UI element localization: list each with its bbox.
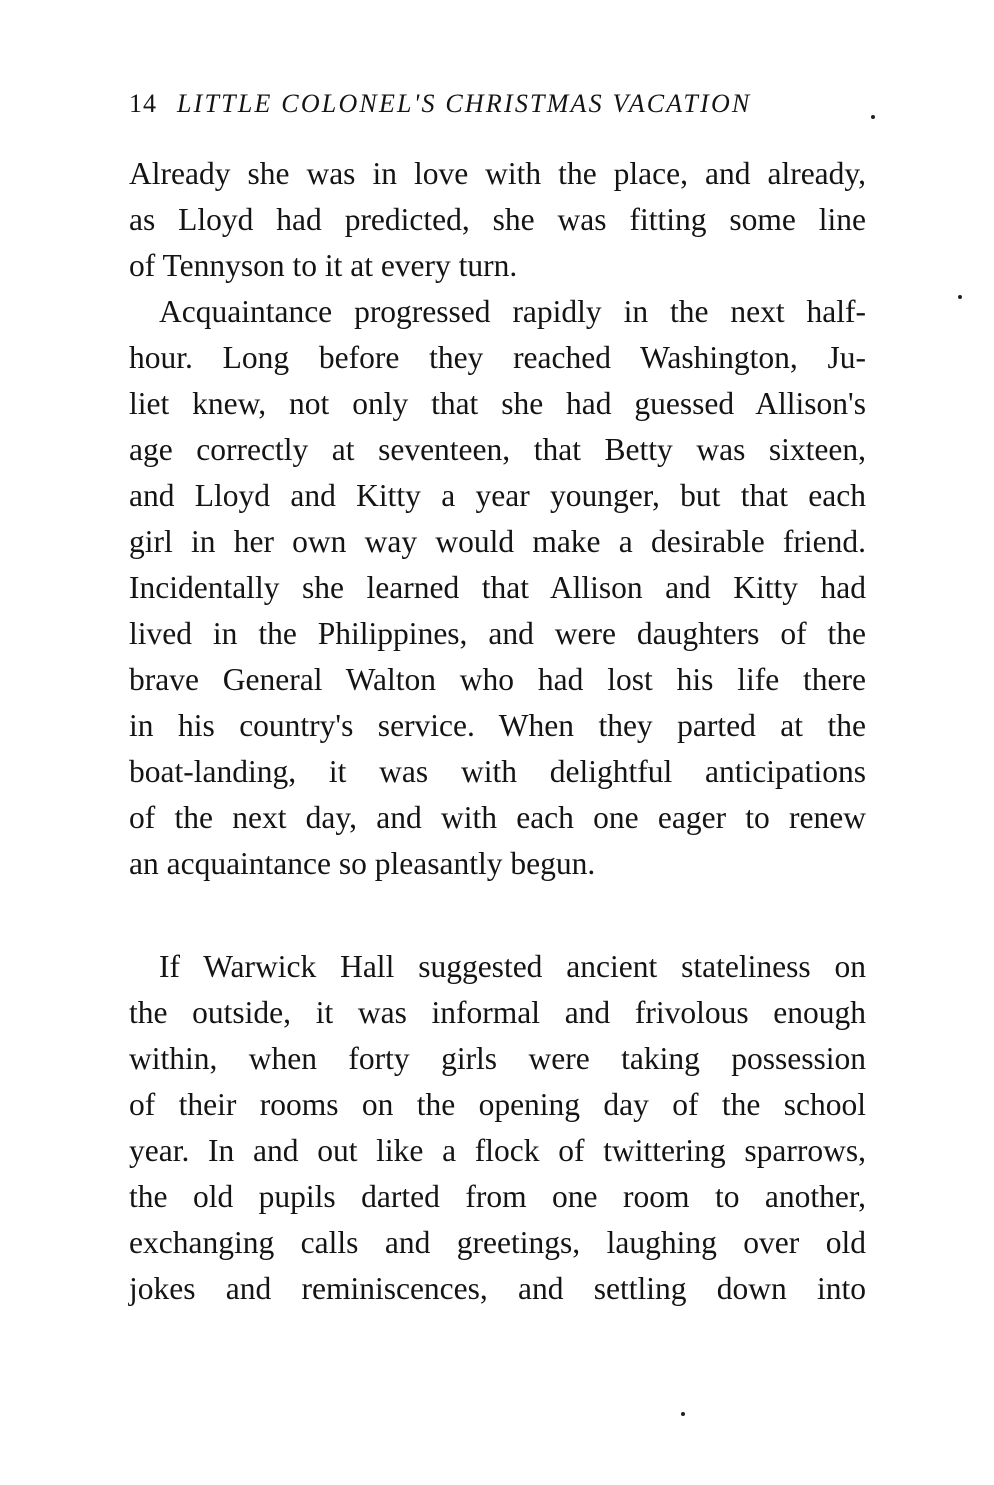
running-head (129, 86, 869, 122)
text-line: boat-landing, it was with delightful anticipations (129, 754, 866, 789)
text-line: If Warwick Hall suggested ancient stateliness on (159, 949, 866, 984)
text-line: and Lloyd and Kitty a year younger, but that each (129, 478, 866, 513)
scan-speck (871, 115, 875, 119)
text-line: Acquaintance progressed rapidly in the next half- (159, 294, 866, 329)
text-line: the old pupils darted from one room to another, (129, 1179, 866, 1214)
text-line: year. In and out like a flock of twittering sparrows, (129, 1133, 866, 1168)
text-line: an acquaintance so pleasantly begun. (129, 846, 596, 881)
text-line: hour. Long before they reached Washington, Ju- (129, 340, 866, 375)
text-line: brave General Walton who had lost his life there (129, 662, 866, 697)
section-2-text (129, 944, 866, 1312)
book-title: LITTLE COLONEL'S CHRISTMAS VACATION (177, 89, 752, 118)
text-line: lived in the Philippines, and were daughters of the (129, 616, 866, 651)
text-line: jokes and reminiscences, and settling down into (129, 1271, 866, 1306)
section-1-text (129, 151, 866, 887)
text-line: as Lloyd had predicted, she was fitting some line (129, 202, 866, 237)
text-line: Already she was in love with the place, and already, (129, 156, 866, 191)
text-line: of Tennyson to it at every turn. (129, 248, 518, 283)
text-line: within, when forty girls were taking possession (129, 1041, 866, 1076)
scan-speck (681, 1412, 685, 1416)
scan-speck (958, 295, 962, 299)
text-line: girl in her own way would make a desirable friend. (129, 524, 866, 559)
text-line: exchanging calls and greetings, laughing over old (129, 1225, 866, 1260)
text-line: liet knew, not only that she had guessed Allison's (129, 386, 866, 421)
text-line: age correctly at seventeen, that Betty was sixteen, (129, 432, 866, 467)
text-line: the outside, it was informal and frivolous enough (129, 995, 866, 1030)
text-line: Incidentally she learned that Allison and Kitty had (129, 570, 866, 605)
text-line: of the next day, and with each one eager to renew (129, 800, 866, 835)
text-line: of their rooms on the opening day of the school (129, 1087, 866, 1122)
text-line: in his country's service. When they parted at the (129, 708, 866, 743)
page-number: 14 (129, 89, 157, 118)
